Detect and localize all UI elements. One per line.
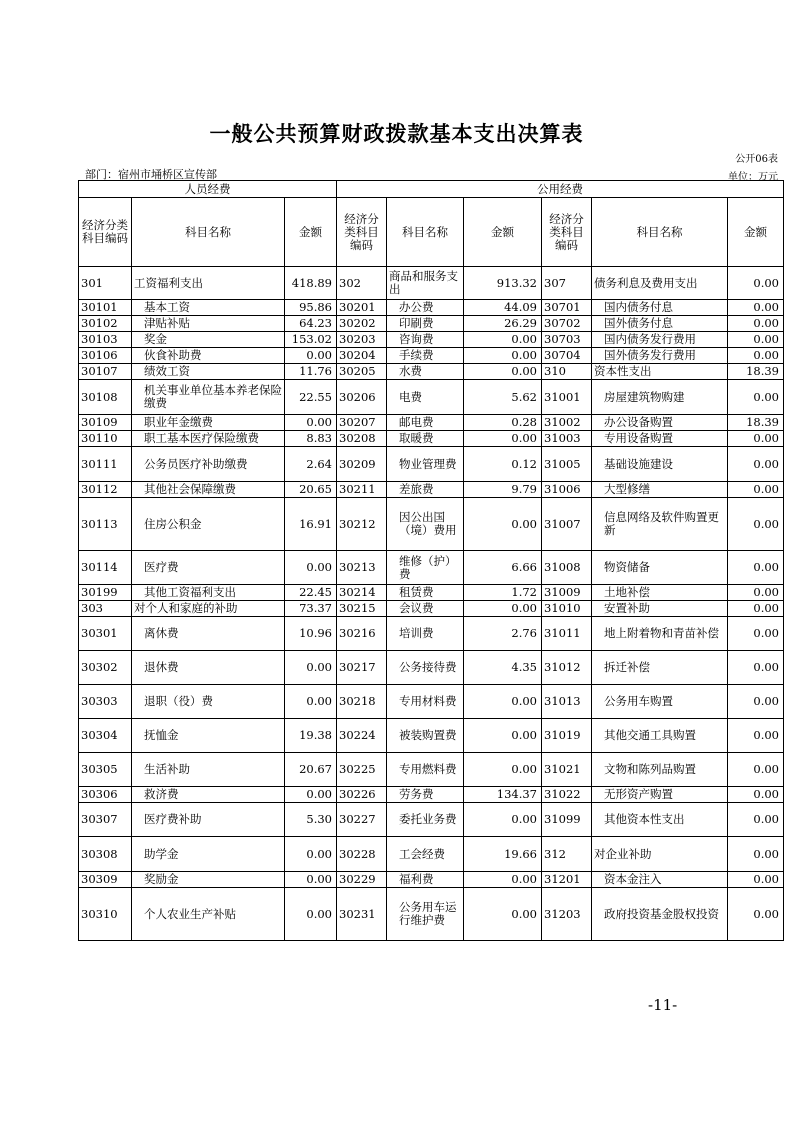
capital-code-cell: 31006 bbox=[542, 482, 592, 498]
table-row bbox=[79, 551, 784, 585]
page-number: -11- bbox=[648, 996, 678, 1014]
table-row bbox=[79, 316, 784, 332]
personnel-amount-cell: 0.00 bbox=[285, 685, 337, 719]
personnel-amount-cell: 0.00 bbox=[285, 551, 337, 585]
public-name-cell: 物业管理费 bbox=[387, 447, 464, 482]
capital-code-cell: 310 bbox=[542, 364, 592, 380]
public-code-cell: 30213 bbox=[337, 551, 387, 585]
capital-name-cell: 信息网络及软件购置更新 bbox=[592, 498, 728, 551]
personnel-amount-cell: 0.00 bbox=[285, 787, 337, 803]
personnel-amount-cell: 10.96 bbox=[285, 617, 337, 651]
personnel-code-cell: 30310 bbox=[79, 888, 132, 941]
public-code-cell: 30201 bbox=[337, 300, 387, 316]
capital-name-cell: 专用设备购置 bbox=[592, 431, 728, 447]
capital-amount-cell: 0.00 bbox=[728, 888, 784, 941]
header-amount: 金额 bbox=[285, 198, 337, 267]
capital-code-cell: 31099 bbox=[542, 803, 592, 837]
personnel-code-cell: 30303 bbox=[79, 685, 132, 719]
public-amount-cell: 26.29 bbox=[464, 316, 542, 332]
public-amount-cell: 2.76 bbox=[464, 617, 542, 651]
personnel-name-cell: 其他工资福利支出 bbox=[132, 585, 285, 601]
public-code-cell: 30229 bbox=[337, 872, 387, 888]
public-amount-cell: 0.00 bbox=[464, 364, 542, 380]
header-code: 经济分类科目编码 bbox=[79, 198, 132, 267]
capital-amount-cell: 0.00 bbox=[728, 332, 784, 348]
table-row bbox=[79, 364, 784, 380]
public-code-cell: 30211 bbox=[337, 482, 387, 498]
personnel-name-cell: 基本工资 bbox=[132, 300, 285, 316]
personnel-code-cell: 30308 bbox=[79, 837, 132, 872]
capital-name-cell: 资本性支出 bbox=[592, 364, 728, 380]
personnel-code-cell: 301 bbox=[79, 267, 132, 300]
group-header-public: 公用经费 bbox=[337, 181, 784, 198]
public-name-cell: 培训费 bbox=[387, 617, 464, 651]
capital-code-cell: 312 bbox=[542, 837, 592, 872]
capital-amount-cell: 0.00 bbox=[728, 837, 784, 872]
personnel-code-cell: 30107 bbox=[79, 364, 132, 380]
personnel-name-cell: 抚恤金 bbox=[132, 719, 285, 753]
capital-amount-cell: 0.00 bbox=[728, 267, 784, 300]
personnel-code-cell: 303 bbox=[79, 601, 132, 617]
capital-amount-cell: 18.39 bbox=[728, 415, 784, 431]
capital-name-cell: 资本金注入 bbox=[592, 872, 728, 888]
capital-amount-cell: 0.00 bbox=[728, 685, 784, 719]
capital-name-cell: 国外债务付息 bbox=[592, 316, 728, 332]
personnel-code-cell: 30199 bbox=[79, 585, 132, 601]
unit-label: 单位：万元 bbox=[728, 172, 778, 183]
public-name-cell: 取暖费 bbox=[387, 431, 464, 447]
personnel-amount-cell: 5.30 bbox=[285, 803, 337, 837]
header-code: 经济分类科目编码 bbox=[337, 198, 387, 267]
capital-amount-cell: 0.00 bbox=[728, 300, 784, 316]
personnel-amount-cell: 418.89 bbox=[285, 267, 337, 300]
public-code-cell: 30206 bbox=[337, 380, 387, 415]
personnel-amount-cell: 64.23 bbox=[285, 316, 337, 332]
form-code: 公开06表 bbox=[735, 154, 778, 165]
capital-amount-cell: 0.00 bbox=[728, 380, 784, 415]
capital-amount-cell: 0.00 bbox=[728, 585, 784, 601]
public-name-cell: 租赁费 bbox=[387, 585, 464, 601]
personnel-amount-cell: 2.64 bbox=[285, 447, 337, 482]
public-amount-cell: 0.00 bbox=[464, 719, 542, 753]
capital-name-cell: 债务利息及费用支出 bbox=[592, 267, 728, 300]
public-name-cell: 办公费 bbox=[387, 300, 464, 316]
personnel-amount-cell: 20.65 bbox=[285, 482, 337, 498]
personnel-amount-cell: 0.00 bbox=[285, 651, 337, 685]
department-label: 部门：宿州市埇桥区宣传部 bbox=[85, 168, 217, 181]
personnel-name-cell: 津贴补贴 bbox=[132, 316, 285, 332]
public-name-cell: 咨询费 bbox=[387, 332, 464, 348]
table-row bbox=[79, 585, 784, 601]
public-code-cell: 30214 bbox=[337, 585, 387, 601]
personnel-name-cell: 离休费 bbox=[132, 617, 285, 651]
capital-code-cell: 31203 bbox=[542, 888, 592, 941]
personnel-amount-cell: 22.55 bbox=[285, 380, 337, 415]
capital-amount-cell: 0.00 bbox=[728, 803, 784, 837]
table-row bbox=[79, 803, 784, 837]
public-amount-cell: 4.35 bbox=[464, 651, 542, 685]
budget-table bbox=[78, 180, 784, 941]
personnel-amount-cell: 19.38 bbox=[285, 719, 337, 753]
public-amount-cell: 913.32 bbox=[464, 267, 542, 300]
capital-name-cell: 基础设施建设 bbox=[592, 447, 728, 482]
personnel-name-cell: 职业年金缴费 bbox=[132, 415, 285, 431]
capital-name-cell: 拆迁补偿 bbox=[592, 651, 728, 685]
public-amount-cell: 9.79 bbox=[464, 482, 542, 498]
capital-code-cell: 307 bbox=[542, 267, 592, 300]
public-code-cell: 30209 bbox=[337, 447, 387, 482]
public-name-cell: 维修（护）费 bbox=[387, 551, 464, 585]
table-row bbox=[79, 753, 784, 787]
public-code-cell: 30212 bbox=[337, 498, 387, 551]
personnel-amount-cell: 20.67 bbox=[285, 753, 337, 787]
capital-name-cell: 对企业补助 bbox=[592, 837, 728, 872]
personnel-code-cell: 30103 bbox=[79, 332, 132, 348]
table-row bbox=[79, 482, 784, 498]
personnel-code-cell: 30304 bbox=[79, 719, 132, 753]
personnel-name-cell: 生活补助 bbox=[132, 753, 285, 787]
header-code: 经济分类科目编码 bbox=[542, 198, 592, 267]
table-row bbox=[79, 332, 784, 348]
capital-amount-cell: 0.00 bbox=[728, 872, 784, 888]
public-code-cell: 302 bbox=[337, 267, 387, 300]
capital-amount-cell: 0.00 bbox=[728, 787, 784, 803]
capital-code-cell: 30704 bbox=[542, 348, 592, 364]
public-code-cell: 30228 bbox=[337, 837, 387, 872]
personnel-amount-cell: 11.76 bbox=[285, 364, 337, 380]
capital-code-cell: 31021 bbox=[542, 753, 592, 787]
personnel-code-cell: 30111 bbox=[79, 447, 132, 482]
capital-amount-cell: 0.00 bbox=[728, 753, 784, 787]
capital-amount-cell: 18.39 bbox=[728, 364, 784, 380]
public-name-cell: 因公出国（境）费用 bbox=[387, 498, 464, 551]
personnel-amount-cell: 0.00 bbox=[285, 888, 337, 941]
capital-name-cell: 地上附着物和青苗补偿 bbox=[592, 617, 728, 651]
table-row bbox=[79, 431, 784, 447]
personnel-name-cell: 绩效工资 bbox=[132, 364, 285, 380]
public-name-cell: 被装购置费 bbox=[387, 719, 464, 753]
public-amount-cell: 0.00 bbox=[464, 332, 542, 348]
header-name: 科目名称 bbox=[132, 198, 285, 267]
capital-name-cell: 物资储备 bbox=[592, 551, 728, 585]
header-name: 科目名称 bbox=[387, 198, 464, 267]
group-header-personnel: 人员经费 bbox=[79, 181, 337, 198]
public-code-cell: 30215 bbox=[337, 601, 387, 617]
capital-code-cell: 30701 bbox=[542, 300, 592, 316]
personnel-amount-cell: 22.45 bbox=[285, 585, 337, 601]
personnel-code-cell: 30112 bbox=[79, 482, 132, 498]
capital-code-cell: 31008 bbox=[542, 551, 592, 585]
capital-code-cell: 31009 bbox=[542, 585, 592, 601]
capital-name-cell: 土地补偿 bbox=[592, 585, 728, 601]
capital-name-cell: 公务用车购置 bbox=[592, 685, 728, 719]
personnel-code-cell: 30307 bbox=[79, 803, 132, 837]
table-row bbox=[79, 787, 784, 803]
table-row bbox=[79, 719, 784, 753]
personnel-amount-cell: 0.00 bbox=[285, 415, 337, 431]
capital-amount-cell: 0.00 bbox=[728, 617, 784, 651]
capital-amount-cell: 0.00 bbox=[728, 719, 784, 753]
capital-amount-cell: 0.00 bbox=[728, 601, 784, 617]
public-amount-cell: 0.28 bbox=[464, 415, 542, 431]
personnel-code-cell: 30109 bbox=[79, 415, 132, 431]
personnel-code-cell: 30108 bbox=[79, 380, 132, 415]
public-code-cell: 30205 bbox=[337, 364, 387, 380]
table-row bbox=[79, 651, 784, 685]
personnel-code-cell: 30110 bbox=[79, 431, 132, 447]
capital-name-cell: 文物和陈列品购置 bbox=[592, 753, 728, 787]
public-name-cell: 福利费 bbox=[387, 872, 464, 888]
table-row bbox=[79, 888, 784, 941]
public-name-cell: 水费 bbox=[387, 364, 464, 380]
capital-name-cell: 其他交通工具购置 bbox=[592, 719, 728, 753]
capital-name-cell: 房屋建筑物购建 bbox=[592, 380, 728, 415]
capital-name-cell: 无形资产购置 bbox=[592, 787, 728, 803]
capital-name-cell: 国内债务发行费用 bbox=[592, 332, 728, 348]
capital-code-cell: 30703 bbox=[542, 332, 592, 348]
personnel-code-cell: 30106 bbox=[79, 348, 132, 364]
capital-code-cell: 31011 bbox=[542, 617, 592, 651]
capital-code-cell: 31012 bbox=[542, 651, 592, 685]
capital-code-cell: 31013 bbox=[542, 685, 592, 719]
public-code-cell: 30226 bbox=[337, 787, 387, 803]
capital-name-cell: 政府投资基金股权投资 bbox=[592, 888, 728, 941]
table-row bbox=[79, 685, 784, 719]
personnel-code-cell: 30309 bbox=[79, 872, 132, 888]
personnel-name-cell: 奖金 bbox=[132, 332, 285, 348]
personnel-name-cell: 退职（役）费 bbox=[132, 685, 285, 719]
capital-name-cell: 国外债务发行费用 bbox=[592, 348, 728, 364]
capital-name-cell: 大型修缮 bbox=[592, 482, 728, 498]
personnel-name-cell: 工资福利支出 bbox=[132, 267, 285, 300]
personnel-code-cell: 30113 bbox=[79, 498, 132, 551]
personnel-name-cell: 住房公积金 bbox=[132, 498, 285, 551]
personnel-amount-cell: 0.00 bbox=[285, 872, 337, 888]
public-code-cell: 30227 bbox=[337, 803, 387, 837]
capital-amount-cell: 0.00 bbox=[728, 447, 784, 482]
table-row bbox=[79, 872, 784, 888]
capital-code-cell: 30702 bbox=[542, 316, 592, 332]
public-name-cell: 公务接待费 bbox=[387, 651, 464, 685]
public-code-cell: 30208 bbox=[337, 431, 387, 447]
capital-amount-cell: 0.00 bbox=[728, 651, 784, 685]
public-amount-cell: 0.00 bbox=[464, 872, 542, 888]
personnel-amount-cell: 153.02 bbox=[285, 332, 337, 348]
capital-code-cell: 31010 bbox=[542, 601, 592, 617]
table-row bbox=[79, 837, 784, 872]
public-code-cell: 30203 bbox=[337, 332, 387, 348]
capital-amount-cell: 0.00 bbox=[728, 498, 784, 551]
personnel-amount-cell: 16.91 bbox=[285, 498, 337, 551]
personnel-code-cell: 30306 bbox=[79, 787, 132, 803]
personnel-code-cell: 30305 bbox=[79, 753, 132, 787]
capital-amount-cell: 0.00 bbox=[728, 316, 784, 332]
public-amount-cell: 0.00 bbox=[464, 431, 542, 447]
public-amount-cell: 6.66 bbox=[464, 551, 542, 585]
public-name-cell: 专用材料费 bbox=[387, 685, 464, 719]
public-amount-cell: 0.00 bbox=[464, 685, 542, 719]
public-amount-cell: 0.12 bbox=[464, 447, 542, 482]
capital-code-cell: 31007 bbox=[542, 498, 592, 551]
capital-amount-cell: 0.00 bbox=[728, 482, 784, 498]
public-name-cell: 劳务费 bbox=[387, 787, 464, 803]
capital-code-cell: 31002 bbox=[542, 415, 592, 431]
personnel-amount-cell: 8.83 bbox=[285, 431, 337, 447]
public-code-cell: 30225 bbox=[337, 753, 387, 787]
personnel-code-cell: 30301 bbox=[79, 617, 132, 651]
public-name-cell: 商品和服务支出 bbox=[387, 267, 464, 300]
table-row bbox=[79, 447, 784, 482]
page-title: 一般公共预算财政拨款基本支出决算表 bbox=[209, 121, 584, 146]
header-amount: 金额 bbox=[728, 198, 784, 267]
public-amount-cell: 0.00 bbox=[464, 803, 542, 837]
personnel-name-cell: 医疗费 bbox=[132, 551, 285, 585]
personnel-name-cell: 奖励金 bbox=[132, 872, 285, 888]
public-code-cell: 30207 bbox=[337, 415, 387, 431]
capital-code-cell: 31201 bbox=[542, 872, 592, 888]
capital-code-cell: 31005 bbox=[542, 447, 592, 482]
table-row bbox=[79, 601, 784, 617]
capital-code-cell: 31019 bbox=[542, 719, 592, 753]
public-amount-cell: 5.62 bbox=[464, 380, 542, 415]
personnel-name-cell: 助学金 bbox=[132, 837, 285, 872]
capital-amount-cell: 0.00 bbox=[728, 348, 784, 364]
personnel-name-cell: 对个人和家庭的补助 bbox=[132, 601, 285, 617]
public-name-cell: 电费 bbox=[387, 380, 464, 415]
personnel-code-cell: 30302 bbox=[79, 651, 132, 685]
public-code-cell: 30224 bbox=[337, 719, 387, 753]
public-name-cell: 会议费 bbox=[387, 601, 464, 617]
header-amount: 金额 bbox=[464, 198, 542, 267]
capital-amount-cell: 0.00 bbox=[728, 551, 784, 585]
personnel-amount-cell: 0.00 bbox=[285, 348, 337, 364]
public-amount-cell: 134.37 bbox=[464, 787, 542, 803]
table-row bbox=[79, 617, 784, 651]
public-code-cell: 30202 bbox=[337, 316, 387, 332]
personnel-name-cell: 职工基本医疗保险缴费 bbox=[132, 431, 285, 447]
public-name-cell: 工会经费 bbox=[387, 837, 464, 872]
table-row bbox=[79, 267, 784, 300]
personnel-name-cell: 机关事业单位基本养老保险缴费 bbox=[132, 380, 285, 415]
personnel-name-cell: 伙食补助费 bbox=[132, 348, 285, 364]
public-name-cell: 印刷费 bbox=[387, 316, 464, 332]
public-name-cell: 专用燃料费 bbox=[387, 753, 464, 787]
public-name-cell: 公务用车运行维护费 bbox=[387, 888, 464, 941]
public-code-cell: 30204 bbox=[337, 348, 387, 364]
public-amount-cell: 0.00 bbox=[464, 888, 542, 941]
public-name-cell: 差旅费 bbox=[387, 482, 464, 498]
table-row bbox=[79, 498, 784, 551]
table-row bbox=[79, 348, 784, 364]
table-row bbox=[79, 415, 784, 431]
personnel-name-cell: 医疗费补助 bbox=[132, 803, 285, 837]
personnel-name-cell: 退休费 bbox=[132, 651, 285, 685]
public-amount-cell: 19.66 bbox=[464, 837, 542, 872]
personnel-code-cell: 30102 bbox=[79, 316, 132, 332]
capital-name-cell: 办公设备购置 bbox=[592, 415, 728, 431]
public-amount-cell: 0.00 bbox=[464, 348, 542, 364]
capital-amount-cell: 0.00 bbox=[728, 431, 784, 447]
personnel-name-cell: 公务员医疗补助缴费 bbox=[132, 447, 285, 482]
public-amount-cell: 1.72 bbox=[464, 585, 542, 601]
personnel-code-cell: 30114 bbox=[79, 551, 132, 585]
public-amount-cell: 0.00 bbox=[464, 753, 542, 787]
public-code-cell: 30217 bbox=[337, 651, 387, 685]
public-amount-cell: 0.00 bbox=[464, 498, 542, 551]
public-code-cell: 30231 bbox=[337, 888, 387, 941]
personnel-amount-cell: 95.86 bbox=[285, 300, 337, 316]
public-amount-cell: 0.00 bbox=[464, 601, 542, 617]
public-code-cell: 30218 bbox=[337, 685, 387, 719]
capital-name-cell: 安置补助 bbox=[592, 601, 728, 617]
personnel-name-cell: 个人农业生产补贴 bbox=[132, 888, 285, 941]
public-name-cell: 委托业务费 bbox=[387, 803, 464, 837]
capital-code-cell: 31022 bbox=[542, 787, 592, 803]
personnel-code-cell: 30101 bbox=[79, 300, 132, 316]
header-name: 科目名称 bbox=[592, 198, 728, 267]
capital-code-cell: 31003 bbox=[542, 431, 592, 447]
public-name-cell: 手续费 bbox=[387, 348, 464, 364]
table-body bbox=[79, 267, 784, 941]
capital-code-cell: 31001 bbox=[542, 380, 592, 415]
personnel-amount-cell: 0.00 bbox=[285, 837, 337, 872]
public-name-cell: 邮电费 bbox=[387, 415, 464, 431]
capital-name-cell: 其他资本性支出 bbox=[592, 803, 728, 837]
table-row bbox=[79, 300, 784, 316]
personnel-name-cell: 其他社会保障缴费 bbox=[132, 482, 285, 498]
capital-name-cell: 国内债务付息 bbox=[592, 300, 728, 316]
public-amount-cell: 44.09 bbox=[464, 300, 542, 316]
table-row bbox=[79, 380, 784, 415]
personnel-amount-cell: 73.37 bbox=[285, 601, 337, 617]
personnel-name-cell: 救济费 bbox=[132, 787, 285, 803]
public-code-cell: 30216 bbox=[337, 617, 387, 651]
